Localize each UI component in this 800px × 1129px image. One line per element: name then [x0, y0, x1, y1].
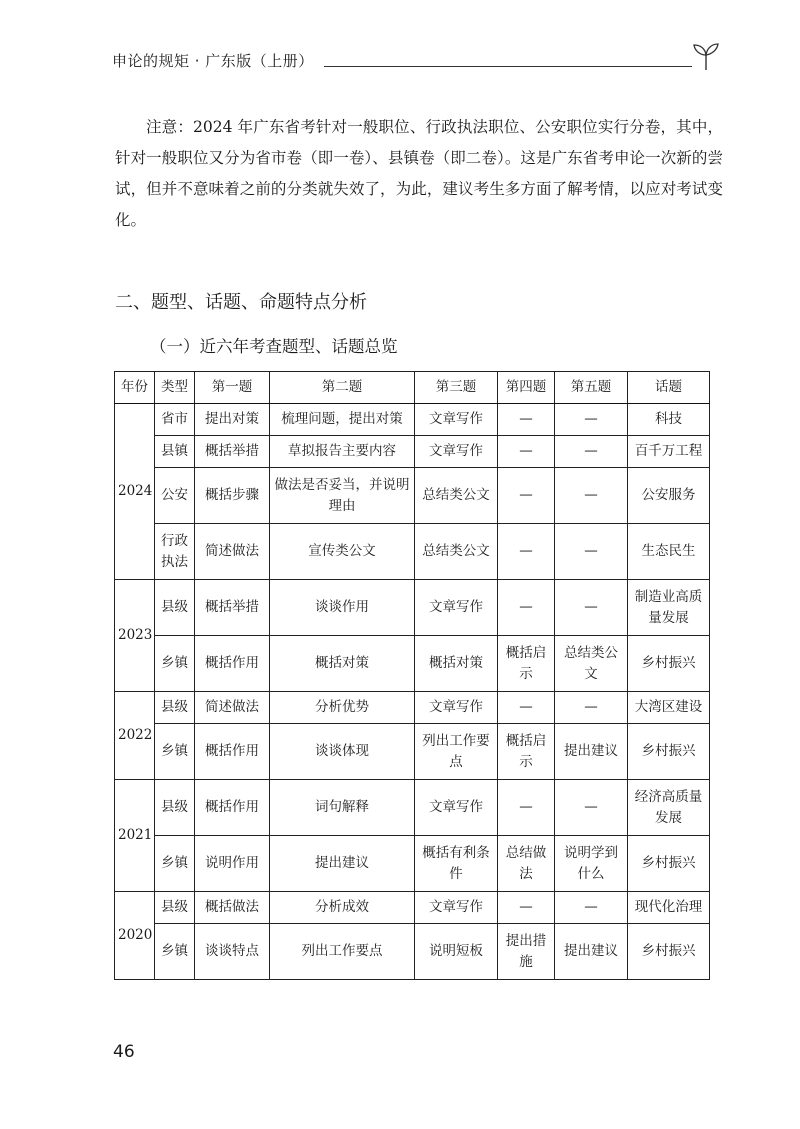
year-cell: 2023 — [115, 580, 155, 692]
table-cell: 文章写作 — [415, 580, 498, 636]
table-cell: 行政执法 — [155, 524, 195, 580]
table-row — [115, 404, 710, 436]
table-cell: 乡镇 — [155, 724, 195, 780]
table-cell: 做法是否妥当，并说明理由 — [270, 468, 415, 524]
table-row — [115, 892, 710, 924]
table-cell: 县镇 — [155, 436, 195, 468]
table-row — [115, 436, 710, 468]
table-cell: — — [555, 692, 628, 724]
table-cell: 大湾区建设 — [628, 692, 710, 724]
table-cell: 概括作用 — [195, 780, 270, 836]
table-cell: 概括举措 — [195, 580, 270, 636]
table-cell: 文章写作 — [415, 404, 498, 436]
subsection-heading: （一）近六年考查题型、话题总览 — [150, 337, 398, 356]
table-cell: 总结类公文 — [415, 524, 498, 580]
table-cell: 县级 — [155, 692, 195, 724]
table-cell: 县级 — [155, 892, 195, 924]
header-cell: 第五题 — [555, 372, 628, 404]
table-cell: — — [555, 524, 628, 580]
table-cell: 县级 — [155, 580, 195, 636]
table-cell: 谈谈特点 — [195, 924, 270, 980]
table-cell: 提出措施 — [498, 924, 555, 980]
note-paragraph — [115, 112, 723, 236]
table-cell: 提出建议 — [555, 924, 628, 980]
table-cell: 说明学到什么 — [555, 836, 628, 892]
table-cell: 文章写作 — [415, 780, 498, 836]
table-cell: 乡镇 — [155, 636, 195, 692]
table-cell: 概括步骤 — [195, 468, 270, 524]
table-cell: 文章写作 — [415, 892, 498, 924]
table-cell: 概括启示 — [498, 636, 555, 692]
table-cell: 百千万工程 — [628, 436, 710, 468]
table-cell: — — [498, 692, 555, 724]
table-row — [115, 924, 710, 980]
table-cell: 乡镇 — [155, 924, 195, 980]
table-cell: — — [555, 468, 628, 524]
table-cell: 概括启示 — [498, 724, 555, 780]
table-cell: 提出建议 — [270, 836, 415, 892]
table-cell: — — [555, 404, 628, 436]
table-cell: 简述做法 — [195, 692, 270, 724]
table-cell: — — [498, 892, 555, 924]
table-row — [115, 780, 710, 836]
table-cell: 列出工作要点 — [415, 724, 498, 780]
table-cell: 乡村振兴 — [628, 836, 710, 892]
table-cell: 概括对策 — [270, 636, 415, 692]
table-cell: — — [498, 468, 555, 524]
table-cell: 生态民生 — [628, 524, 710, 580]
table-cell: — — [555, 892, 628, 924]
table-cell: 概括有利条件 — [415, 836, 498, 892]
table-row — [115, 836, 710, 892]
table-row — [115, 524, 710, 580]
table-cell: — — [498, 580, 555, 636]
sprout-icon — [690, 40, 722, 72]
table-cell: 公安 — [155, 468, 195, 524]
table-cell: — — [498, 780, 555, 836]
exam-topics-table — [114, 371, 710, 980]
table-cell: 概括作用 — [195, 636, 270, 692]
table-cell: 宣传类公文 — [270, 524, 415, 580]
table-cell: 省市 — [155, 404, 195, 436]
table-row — [115, 692, 710, 724]
table-cell: — — [498, 436, 555, 468]
table-cell: 词句解释 — [270, 780, 415, 836]
year-cell: 2021 — [115, 780, 155, 892]
table-cell: 总结类公文 — [415, 468, 498, 524]
table-cell: 乡镇 — [155, 836, 195, 892]
header-cell: 年份 — [115, 372, 155, 404]
table-cell: 乡村振兴 — [628, 924, 710, 980]
table-cell: 草拟报告主要内容 — [270, 436, 415, 468]
table-cell: 列出工作要点 — [270, 924, 415, 980]
table-cell: 现代化治理 — [628, 892, 710, 924]
table-cell: 谈谈体现 — [270, 724, 415, 780]
table-cell: 概括举措 — [195, 436, 270, 468]
table-cell: — — [555, 580, 628, 636]
table-cell: 经济高质量发展 — [628, 780, 710, 836]
table-cell: 文章写作 — [415, 436, 498, 468]
table-row — [115, 636, 710, 692]
table-cell: 概括对策 — [415, 636, 498, 692]
table-cell: 制造业高质量发展 — [628, 580, 710, 636]
table-header-row — [115, 372, 710, 404]
table-cell: 总结做法 — [498, 836, 555, 892]
book-title: 申论的规矩 · 广东版（上册） — [112, 52, 314, 70]
year-cell: 2022 — [115, 692, 155, 780]
table-cell: 分析优势 — [270, 692, 415, 724]
table-cell: 提出对策 — [195, 404, 270, 436]
table-cell: 分析成效 — [270, 892, 415, 924]
table-cell: 简述做法 — [195, 524, 270, 580]
table-cell: 概括做法 — [195, 892, 270, 924]
year-cell: 2024 — [115, 404, 155, 580]
header-cell: 类型 — [155, 372, 195, 404]
section-heading: 二、题型、话题、命题特点分析 — [115, 292, 367, 313]
table-cell: — — [555, 780, 628, 836]
header-cell: 第四题 — [498, 372, 555, 404]
table-cell: 乡村振兴 — [628, 724, 710, 780]
table-cell: 说明短板 — [415, 924, 498, 980]
page-number: 46 — [113, 1042, 135, 1062]
year-cell: 2020 — [115, 892, 155, 980]
table-cell: 乡村振兴 — [628, 636, 710, 692]
table-cell: — — [498, 524, 555, 580]
table-cell: 概括作用 — [195, 724, 270, 780]
header-rule — [324, 66, 692, 67]
table-cell: 提出建议 — [555, 724, 628, 780]
header-cell: 第三题 — [415, 372, 498, 404]
table-row — [115, 580, 710, 636]
table-cell: 说明作用 — [195, 836, 270, 892]
table-cell: 总结类公文 — [555, 636, 628, 692]
header-cell: 第二题 — [270, 372, 415, 404]
header-cell: 第一题 — [195, 372, 270, 404]
table-cell: 公安服务 — [628, 468, 710, 524]
table-cell: — — [555, 436, 628, 468]
table-cell: 文章写作 — [415, 692, 498, 724]
header-cell: 话题 — [628, 372, 710, 404]
table-cell: 梳理问题，提出对策 — [270, 404, 415, 436]
table-cell: 县级 — [155, 780, 195, 836]
table-cell: — — [498, 404, 555, 436]
table-cell: 谈谈作用 — [270, 580, 415, 636]
table-row — [115, 724, 710, 780]
note-text: 注意：2024 年广东省考针对一般职位、行政执法职位、公安职位实行分卷，其中，针对一般职位又分为省市卷（即一卷）、县镇卷（即二卷）。这是广东省考申论一次新的尝试，但并不意味着之前的分类就失效了，为此，建议考生多方面了解考情，以应对考试变化。 — [115, 118, 723, 229]
table-cell: 科技 — [628, 404, 710, 436]
table-row — [115, 468, 710, 524]
running-header — [112, 40, 722, 80]
